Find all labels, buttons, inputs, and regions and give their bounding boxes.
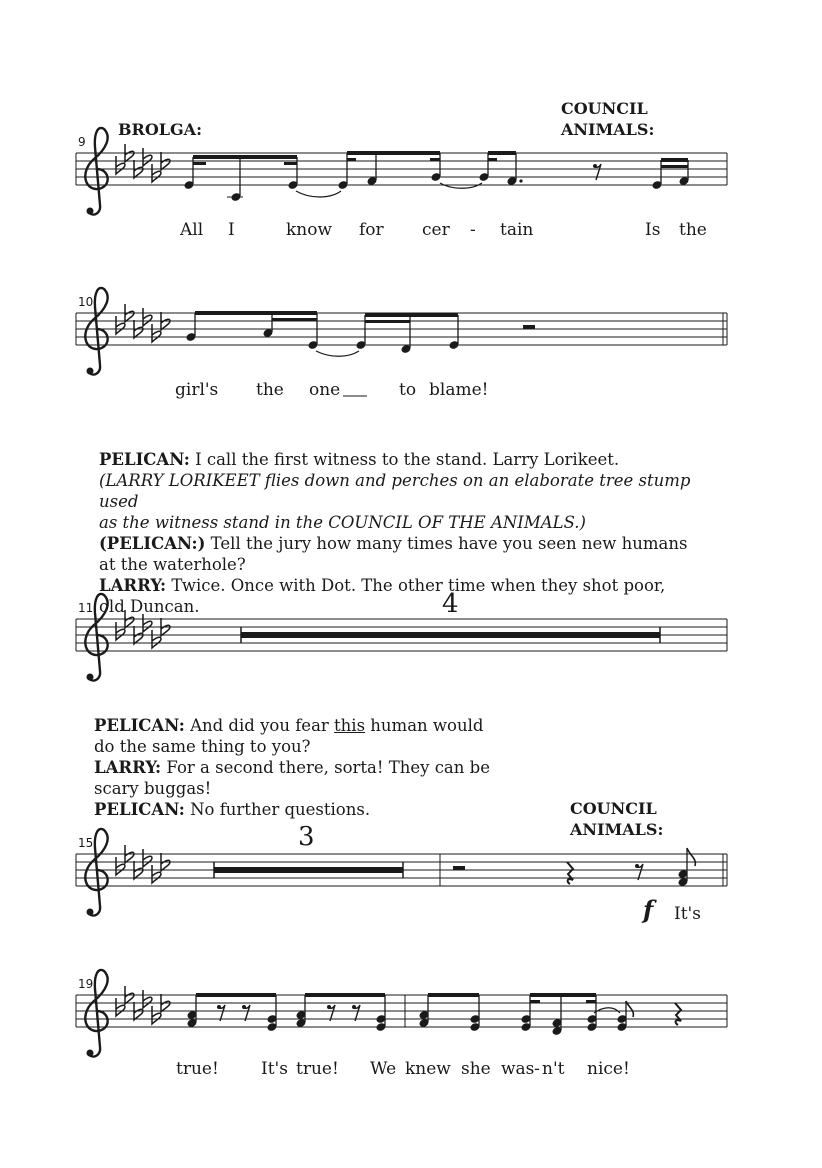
lyrics xyxy=(176,1059,630,1079)
svg-text:n't: n't xyxy=(542,1059,565,1079)
measure-number: 9 xyxy=(78,135,86,149)
character-cue: ANIMALS: xyxy=(561,120,655,139)
svg-text:true!: true! xyxy=(296,1059,339,1079)
dialogue-line: scary buggas! xyxy=(94,779,212,798)
svg-text:to: to xyxy=(399,380,417,400)
character-cue: COUNCIL xyxy=(570,799,657,818)
dialogue-line: PELICAN: No further questions. xyxy=(94,800,371,819)
svg-text:All: All xyxy=(180,220,204,240)
multi-measure-rest xyxy=(214,822,403,878)
measure-number: 19 xyxy=(78,977,94,991)
svg-text:one: one xyxy=(309,380,341,400)
svg-text:was: was xyxy=(501,1059,535,1079)
dialogue-block-2 xyxy=(94,715,524,820)
notes xyxy=(185,311,535,356)
stage-direction: (LARRY LORIKEET flies down and perches on an elaborate tree stump used xyxy=(99,471,691,511)
dialogue-line: LARRY: For a second there, sorta! They can be xyxy=(94,758,490,777)
measure-number: 15 xyxy=(78,836,94,850)
character-cue: BROLGA: xyxy=(118,120,202,139)
svg-text:the: the xyxy=(679,220,707,240)
dialogue-line: at the waterhole? xyxy=(99,555,246,574)
dialogue-line: PELICAN: And did you fear this human would xyxy=(94,716,484,735)
dialogue-block-1 xyxy=(99,449,719,617)
character-cue: ANIMALS: xyxy=(570,820,664,839)
svg-text:Is: Is xyxy=(645,220,661,240)
svg-text:We: We xyxy=(370,1059,397,1079)
dialogue-line: PELICAN: I call the first witness to the stand. Larry Lorikeet. xyxy=(99,450,620,469)
dialogue-line: (PELICAN:) Tell the jury how many times have you seen new humans xyxy=(99,534,688,553)
staff-system-2 xyxy=(76,288,727,400)
dialogue-line: do the same thing to you? xyxy=(94,737,311,756)
svg-text:true!: true! xyxy=(176,1059,219,1079)
measure-number: 10 xyxy=(78,295,94,309)
svg-text:nice!: nice! xyxy=(587,1059,630,1079)
svg-text:3: 3 xyxy=(298,822,315,852)
svg-text:-: - xyxy=(470,220,476,240)
svg-text:I: I xyxy=(228,220,235,240)
staff-system-1 xyxy=(76,99,727,240)
lyrics xyxy=(179,220,707,240)
svg-text:girl's: girl's xyxy=(175,380,219,400)
lyrics: It's xyxy=(674,904,701,924)
notes xyxy=(186,993,681,1036)
svg-text:cer: cer xyxy=(422,220,450,240)
svg-text:the: the xyxy=(256,380,284,400)
svg-text:It's: It's xyxy=(261,1059,288,1079)
svg-text:knew: knew xyxy=(405,1059,451,1079)
stage-direction: as the witness stand in the COUNCIL OF THE ANIMALS.) xyxy=(99,513,586,532)
svg-text:she: she xyxy=(461,1059,491,1079)
svg-text:-: - xyxy=(534,1059,540,1079)
svg-text:for: for xyxy=(359,220,384,240)
dynamic-marking: f xyxy=(643,895,654,924)
svg-text:know: know xyxy=(286,220,333,240)
svg-text:4: 4 xyxy=(442,589,459,619)
measure-number: 11 xyxy=(78,601,94,615)
dialogue-line: LARRY: Twice. Once with Dot. The other time when they shot poor, xyxy=(99,576,666,595)
character-cue: COUNCIL xyxy=(561,99,648,118)
svg-text:blame!: blame! xyxy=(429,380,489,400)
staff-system-5 xyxy=(76,970,727,1079)
dialogue-line: old Duncan. xyxy=(99,597,200,616)
lyrics xyxy=(175,380,488,400)
svg-text:tain: tain xyxy=(500,220,534,240)
